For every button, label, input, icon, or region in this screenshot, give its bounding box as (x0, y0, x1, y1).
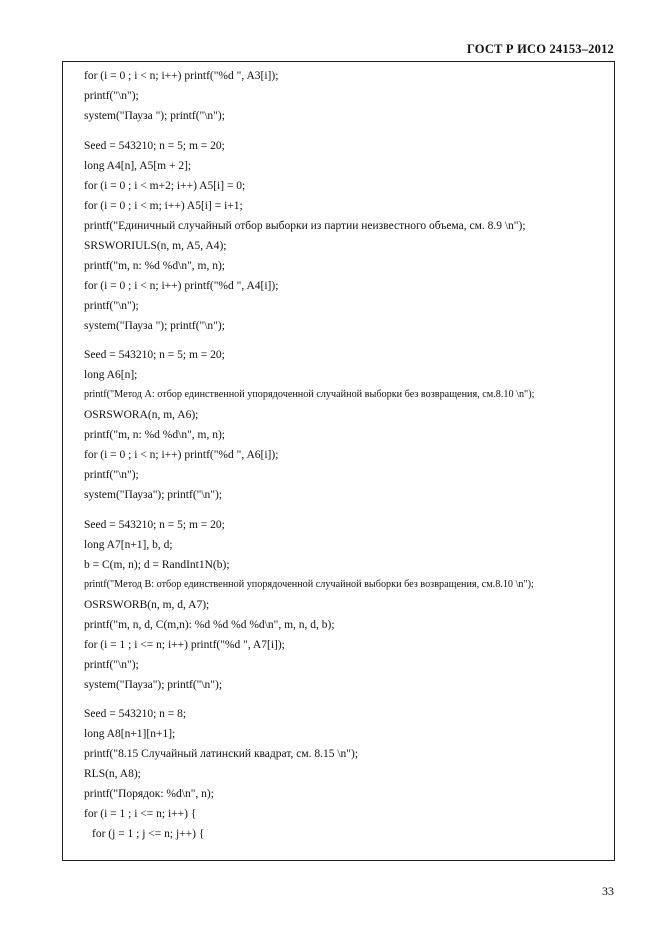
code-line: for (j = 1 ; j <= n; j++) { (92, 828, 205, 840)
code-line: Seed = 543210; n = 5; m = 20; (84, 349, 225, 361)
code-line: system("Пауза"); printf("\n"); (84, 678, 223, 691)
code-line: printf("m, n: %d %d\n", m, n); (84, 259, 225, 272)
code-line: for (i = 0 ; i < n; i++) printf("%d ", A3[i]); (84, 70, 279, 82)
code-line: for (i = 0 ; i < n; i++) printf("%d ", A4[i]); (84, 279, 279, 292)
page-number: 33 (602, 884, 614, 898)
code-line: long A7[n+1], b, d; (84, 538, 173, 551)
code-line: printf("m, n: %d %d\n", m, n); (84, 429, 225, 441)
code-line: for (i = 0 ; i < m+2; i++) A5[i] = 0; (84, 179, 246, 192)
code-line: system("Пауза"); printf("\n"); (84, 489, 223, 501)
code-line: Seed = 543210; n = 5; m = 20; (84, 139, 225, 152)
code-line: b = C(m, n); d = RandInt1N(b); (84, 558, 230, 571)
code-line: for (i = 0 ; i < m; i++) A5[i] = i+1; (84, 199, 243, 212)
code-line: printf("\n"); (84, 469, 139, 481)
code-line: printf("\n"); (84, 658, 139, 671)
code-line: system("Пауза "); printf("\n"); (84, 319, 225, 332)
code-line: printf("Единичный случайный отбор выборки из партии неизвестного объема, см. 8.9 \n"); (84, 219, 526, 232)
code-line: printf("Метод B: отбор единственной упорядоченной случайной выборки без возвращения, см.8.10 \n"); (84, 578, 534, 590)
code-line: printf("Порядок: %d\n", n); (84, 788, 214, 800)
code-line: OSRSWORA(n, m, A6); (84, 409, 199, 421)
code-line: system("Пауза "); printf("\n"); (84, 110, 225, 122)
code-line: printf("8.15 Случайный латинский квадрат, см. 8.15 \n"); (84, 748, 359, 760)
code-line: for (i = 1 ; i <= n; i++) printf("%d ", A7[i]); (84, 638, 285, 651)
code-line: long A4[n], A5[m + 2]; (84, 159, 192, 172)
code-line: long A8[n+1][n+1]; (84, 728, 176, 740)
code-line: printf("m, n, d, C(m,n): %d %d %d %d\n", m, n, d, b); (84, 618, 335, 631)
code-line: printf("\n"); (84, 299, 139, 312)
code-line: for (i = 0 ; i < n; i++) printf("%d ", A6[i]); (84, 449, 279, 461)
standard-header: ГОСТ Р ИСО 24153–2012 (466, 42, 614, 56)
code-line: Seed = 543210; n = 8; (84, 708, 187, 720)
code-line: long A6[n]; (84, 369, 138, 381)
code-line: printf("Метод А: отбор единственной упорядоченной случайной выборки без возвращения, см.8.10 \n"); (84, 389, 535, 400)
code-line: for (i = 1 ; i <= n; i++) { (84, 808, 197, 820)
code-line: SRSWORIULS(n, m, A5, A4); (84, 239, 227, 252)
code-line: OSRSWORB(n, m, d, A7); (84, 598, 210, 611)
code-line: Seed = 543210; n = 5; m = 20; (84, 518, 225, 531)
code-line: printf("\n"); (84, 90, 139, 102)
code-line: RLS(n, A8); (84, 768, 141, 780)
code-listing (84, 66, 612, 844)
